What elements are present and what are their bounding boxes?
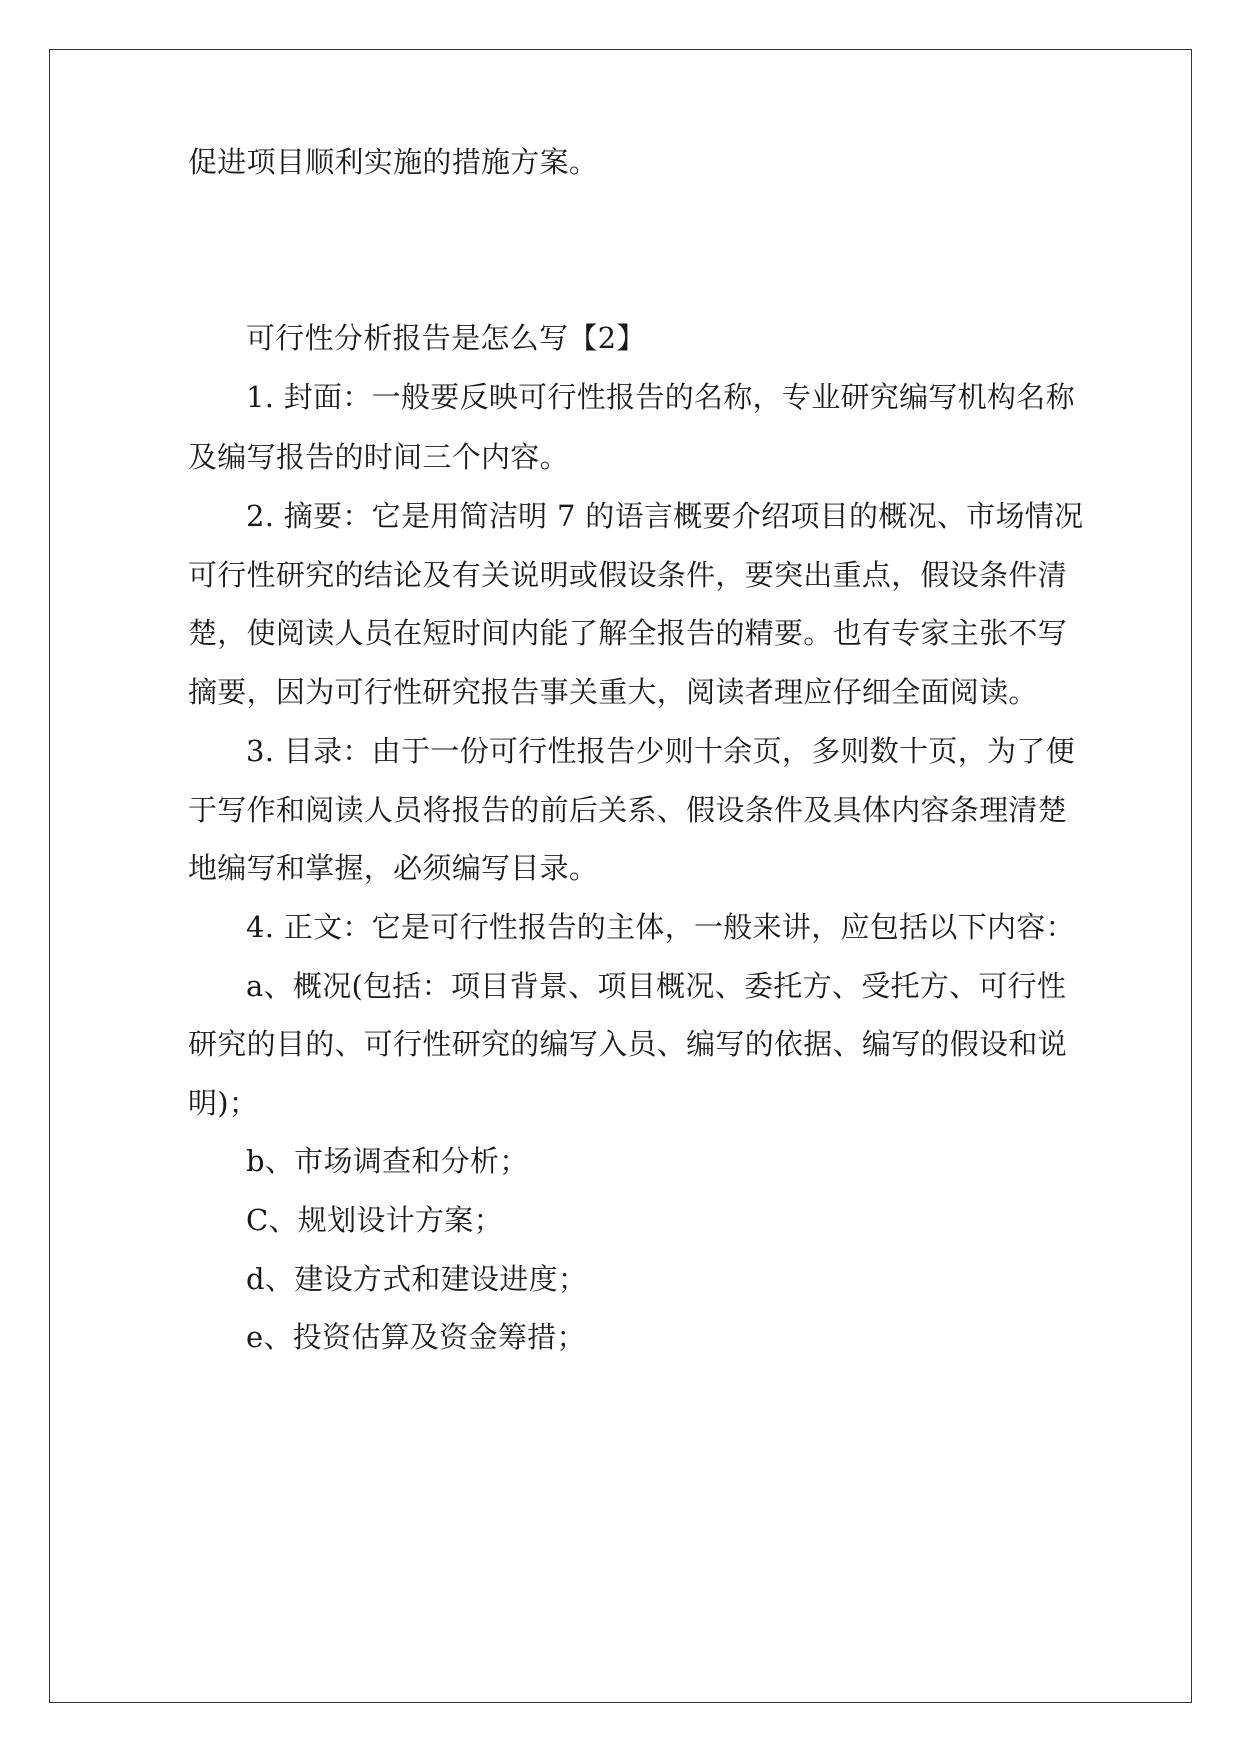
text-line: 研究的目的、可行性研究的编写入员、编写的依据、编写的假设和说 bbox=[188, 1027, 1068, 1061]
text-line: 4. 正文：它是可行性报告的主体，一般来讲，应包括以下内容： bbox=[246, 910, 1075, 944]
text-line: 促进项目顺利实施的措施方案。 bbox=[188, 145, 599, 179]
section-heading: 可行性分析报告是怎么写【2】 bbox=[246, 321, 646, 355]
list-item: a、概况(包括：项目背景、项目概况、委托方、受托方、可行性 bbox=[246, 969, 1067, 1003]
text-line: 可行性研究的结论及有关说明或假设条件，要突出重点，假设条件清 bbox=[188, 558, 1068, 592]
text-line: 1. 封面：一般要反映可行性报告的名称，专业研究编写机构名称 bbox=[246, 380, 1075, 414]
text-line: 2. 摘要：它是用简洁明 7 的语言概要介绍项目的概况、市场情况 bbox=[246, 499, 1084, 533]
text-line: 楚，使阅读人员在短时间内能了解全报告的精要。也有专家主张不写 bbox=[188, 616, 1068, 650]
list-item: e、投资估算及资金筹措； bbox=[246, 1320, 586, 1354]
text-line: 3. 目录：由于一份可行性报告少则十余页，多则数十页，为了便 bbox=[246, 734, 1075, 768]
text-line: 及编写报告的时间三个内容。 bbox=[188, 440, 569, 474]
list-item: b、市场调查和分析； bbox=[246, 1144, 529, 1178]
list-item: d、建设方式和建设进度； bbox=[246, 1262, 588, 1296]
text-line: 明)； bbox=[188, 1086, 259, 1120]
text-line: 于写作和阅读人员将报告的前后关系、假设条件及具体内容条理清楚 bbox=[188, 793, 1068, 827]
list-item: C、规划设计方案； bbox=[246, 1203, 503, 1237]
text-line: 地编写和掌握，必须编写目录。 bbox=[188, 851, 599, 885]
text-line: 摘要，因为可行性研究报告事关重大，阅读者理应仔细全面阅读。 bbox=[188, 675, 1038, 709]
